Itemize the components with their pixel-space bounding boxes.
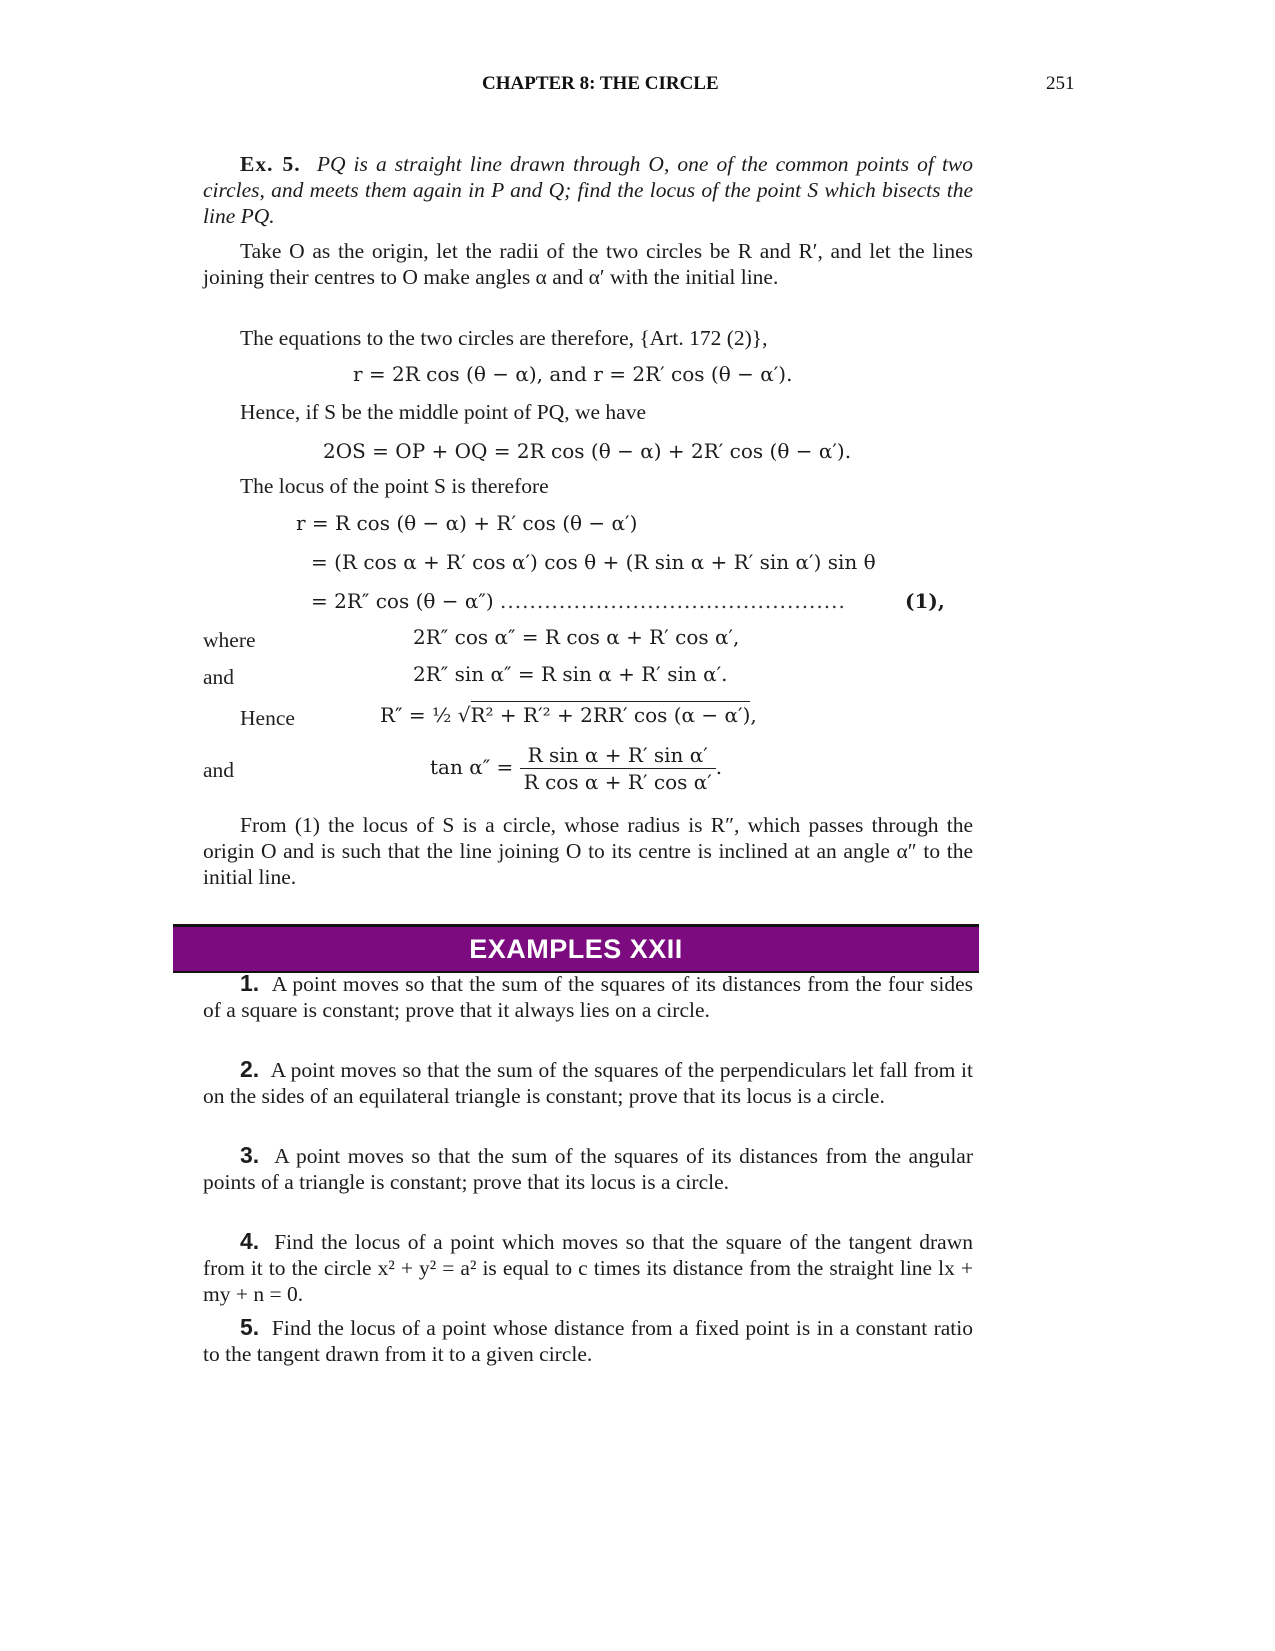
paragraph-text: Hence, if S be the middle point of PQ, we have — [240, 400, 647, 424]
equation-tan-lhs: tan α″ = — [430, 755, 514, 779]
equation-tan-end: . — [715, 755, 723, 779]
exercise-item — [203, 970, 973, 1023]
equation-locus-text: = 2R″ cos (θ − α″) — [311, 589, 501, 613]
paragraph-text: Take O as the origin, let the radii of the two circles be R and R′, and let the lines joining their centres to O make angles α and α′ with the initial line. — [203, 239, 973, 289]
paragraph-midpoint-intro — [203, 399, 973, 425]
equation-hence — [380, 703, 757, 727]
paragraph-text: From (1) the locus of S is a circle, whose radius is R″, which passes through the origin O and is such that the line joining O to its centre is inclined at an angle α″ to the initial line. — [203, 813, 973, 889]
fraction — [520, 742, 716, 795]
equation-where: 2R″ cos α″ = R cos α + R′ cos α′, — [413, 625, 740, 649]
exercise-number: 1. — [240, 970, 260, 996]
equation-tan — [430, 742, 722, 795]
exercise-item — [203, 1056, 973, 1109]
exercise-item — [203, 1228, 973, 1307]
equation-and: 2R″ sin α″ = R sin α + R′ sin α′. — [413, 662, 728, 686]
exercise-text: Find the locus of a point which moves so that the square of the tangent drawn from it to the circle x² + y² = a² is equal to c times its distance from the straight line lx + my + n = 0. — [203, 1230, 974, 1306]
page-number: 251 — [1046, 73, 1075, 94]
exercise-text: A point moves so that the sum of the squares of the perpendiculars let fall from it on the sides of an equilateral triangle is constant; prove that its locus is a circle. — [203, 1058, 974, 1108]
chapter-title: CHAPTER 8: THE CIRCLE — [482, 73, 719, 94]
exercise-item — [203, 1314, 973, 1367]
exercise-number: 5. — [240, 1314, 260, 1340]
example-5-statement — [203, 151, 973, 229]
equation-locus-line-1: r = R cos (θ − α) + R′ cos (θ − α′) — [296, 511, 638, 535]
paragraph-equations-intro — [203, 325, 973, 351]
equation-midpoint: 2OS = OP + OQ = 2R cos (θ − α) + 2R′ cos (θ − α′). — [323, 439, 852, 463]
and-label: and — [203, 665, 235, 689]
example-label: Ex. 5. — [240, 152, 301, 176]
paragraph-locus-intro — [203, 473, 973, 499]
exercise-number: 2. — [240, 1056, 260, 1082]
equation-locus-line-2: = (R cos α + R′ cos α′) cos θ + (R sin α + R′ sin α′) sin θ — [311, 550, 876, 574]
examples-banner — [173, 924, 979, 973]
examples-title: EXAMPLES XXII — [469, 934, 683, 964]
exercise-number: 4. — [240, 1228, 260, 1254]
exercise-text: Find the locus of a point whose distance from a fixed point is in a constant ratio to the tangent drawn from it to a given circle. — [203, 1316, 973, 1366]
paragraph-text: The equations to the two circles are therefore, {Art. 172 (2)}, — [240, 326, 768, 350]
hence-label: Hence — [240, 706, 295, 730]
fraction-numerator: R sin α + R′ sin α′ — [520, 742, 716, 769]
equation-hence-end: , — [750, 703, 757, 727]
equation-hence-lhs: R″ = ½ √ — [380, 703, 471, 727]
paragraph-text: The locus of the point S is therefore — [240, 474, 549, 498]
exercise-text: A point moves so that the sum of the squares of its distances from the angular points of a triangle is constant; prove that its locus is a circle. — [203, 1144, 973, 1194]
exercise-text: A point moves so that the sum of the squares of its distances from the four sides of a square is constant; prove that it always lies on a circle. — [203, 972, 974, 1022]
leader-dots: ............................................... — [500, 589, 846, 613]
equation-circles: r = 2R cos (θ − α), and r = 2R′ cos (θ − α′). — [353, 362, 793, 386]
equation-hence-radicand: R² + R′² + 2RR′ cos (α − α′) — [470, 703, 751, 727]
fraction-denominator: R cos α + R′ cos α′ — [523, 770, 712, 794]
exercise-number: 3. — [240, 1142, 260, 1168]
exercise-item — [203, 1142, 973, 1195]
and-label: and — [203, 758, 235, 782]
paragraph-conclusion — [203, 812, 973, 890]
equation-tag: (1), — [905, 589, 945, 613]
where-label: where — [203, 628, 256, 652]
equation-locus-line-3 — [311, 589, 846, 613]
paragraph-origin — [203, 238, 973, 290]
example-statement-text: PQ is a straight line drawn through O, one of the common points of two circles, and meets them again in P and Q; find the locus of the point S which bisects the line PQ. — [203, 152, 974, 228]
